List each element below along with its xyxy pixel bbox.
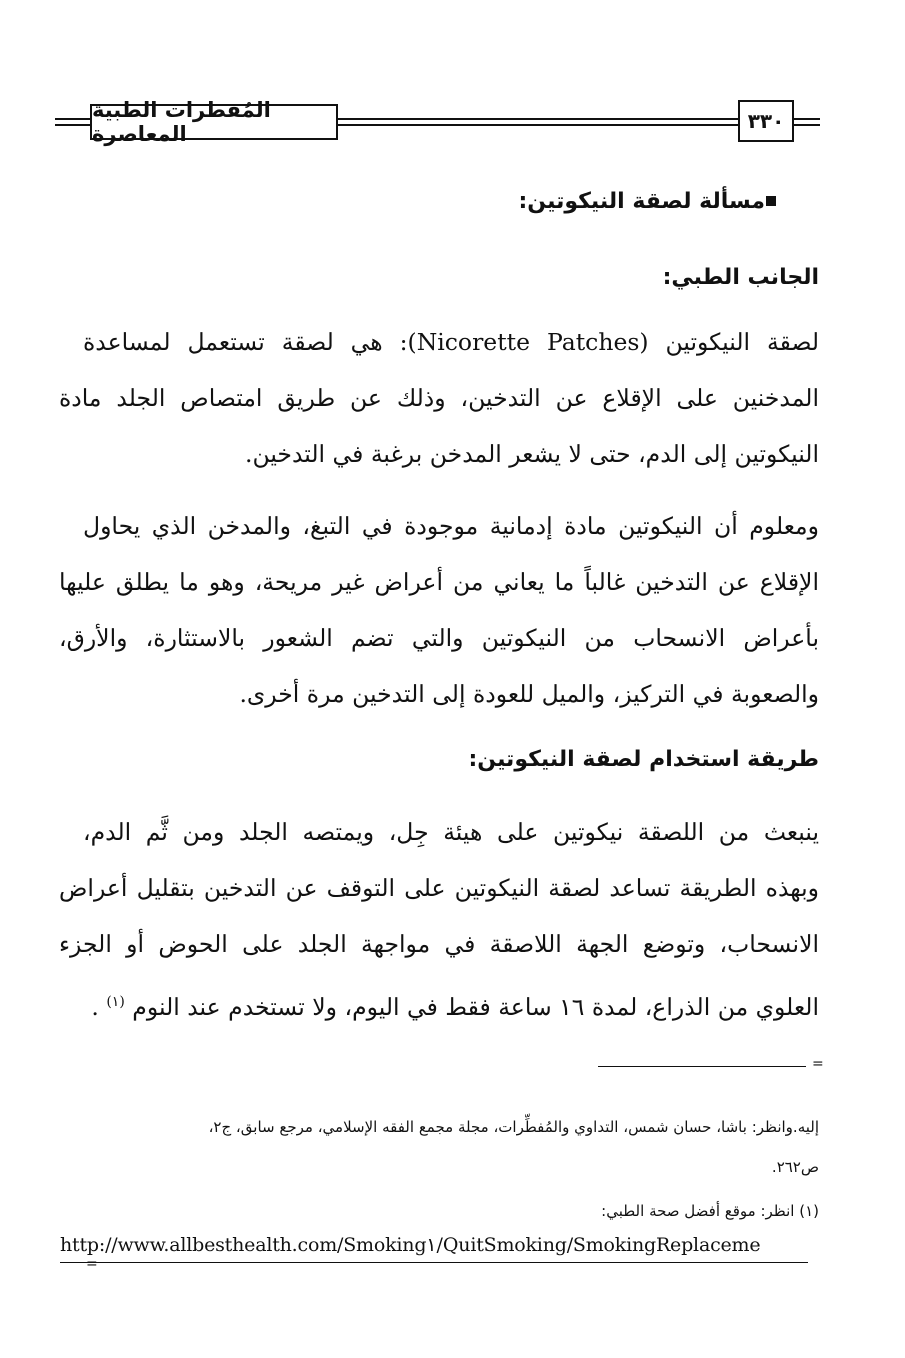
footnote-separator <box>598 1066 806 1067</box>
header-rule-right-2 <box>794 124 820 126</box>
subheading-usage-text: طريقة استخدام لصقة النيكوتين: <box>468 747 819 772</box>
subheading-medical-text: الجانب الطبي: <box>662 265 819 290</box>
header-title-box <box>90 98 338 146</box>
paragraph-line: الإقلاع عن التدخين غالباً ما يعاني من أعراض غير مريحة، وهو ما يطلق عليها <box>59 568 819 596</box>
paragraph-line: والصعوبة في التركيز، والميل للعودة إلى التدخين مرة أخرى. <box>239 680 819 708</box>
bullet-square <box>766 196 776 206</box>
header-rule-left-outer <box>55 118 90 120</box>
paragraph-line: النيكوتين إلى الدم، حتى لا يشعر المدخن برغبة في التدخين. <box>244 440 819 468</box>
paragraph-last-line <box>59 982 819 1022</box>
paragraph-line: ومعلوم أن النيكوتين مادة إدمانية موجودة في التبغ، والمدخن الذي يحاول <box>83 512 819 540</box>
url-underline <box>60 1262 808 1263</box>
header-rule-left-outer-2 <box>55 124 90 126</box>
paragraph-line: وبهذه الطريقة تساعد لصقة النيكوتين على التوقف عن التدخين بتقليل أعراض <box>59 874 819 902</box>
header-rule-middle-2 <box>338 124 738 126</box>
subheading-usage <box>59 740 819 780</box>
paragraph-line: العلوي من الذراع، لمدة ١٦ ساعة فقط في اليوم، ولا تستخدم عند النوم <box>132 992 819 1021</box>
footnote-1-url[interactable]: http://www.allbesthealth.com/Smoking١/QuitSmoking/SmokingReplaceme <box>60 1234 761 1256</box>
running-title: المُفطرات الطبية المعاصرة <box>92 98 271 146</box>
section-heading-text: مسألة لصقة النيكوتين: <box>518 189 765 214</box>
continuation-mark: = <box>812 1056 824 1072</box>
page-number: ٣٣٠ <box>747 109 785 133</box>
paragraph-line: المدخنين على الإقلاع عن التدخين، وذلك عن طريق امتصاص الجلد مادة <box>59 384 819 412</box>
paragraph-line: لصقة النيكوتين (Nicorette Patches): هي لصقة تستعمل لمساعدة <box>83 328 819 356</box>
sentence-period: . <box>91 992 99 1021</box>
paragraph-line: بأعراض الانسحاب من النيكوتين والتي تضم الشعور بالاستثارة، والأرق، <box>59 624 819 652</box>
header-rule-middle <box>338 118 738 120</box>
section-heading <box>165 182 765 222</box>
footnote-reference[interactable]: (١) <box>106 994 125 1010</box>
page-number-box <box>738 100 794 142</box>
footnote-continuation-page: ص٢٦٢. <box>771 1158 819 1176</box>
paragraph-line: الانسحاب، وتوضع الجهة اللاصقة في مواجهة الجلد على الحوض أو الجزء <box>59 930 819 958</box>
paragraph-line: ينبعث من اللصقة نيكوتين على هيئة جِل، ويمتصه الجلد ومن ثَّم الدم، <box>83 818 819 846</box>
subheading-medical <box>59 258 819 298</box>
footnote-continuation: إليه.وانظر: باشا، حسان شمس، التداوي والمُفطِّرات، مجلة مجمع الفقه الإسلامي، مرجع سابق، ج٢، <box>208 1118 819 1136</box>
footnote-1-label: (١) انظر: موقع أفضل صحة الطبي: <box>601 1202 819 1220</box>
header-rule-right <box>794 118 820 120</box>
bottom-continuation-mark: = <box>86 1256 98 1272</box>
